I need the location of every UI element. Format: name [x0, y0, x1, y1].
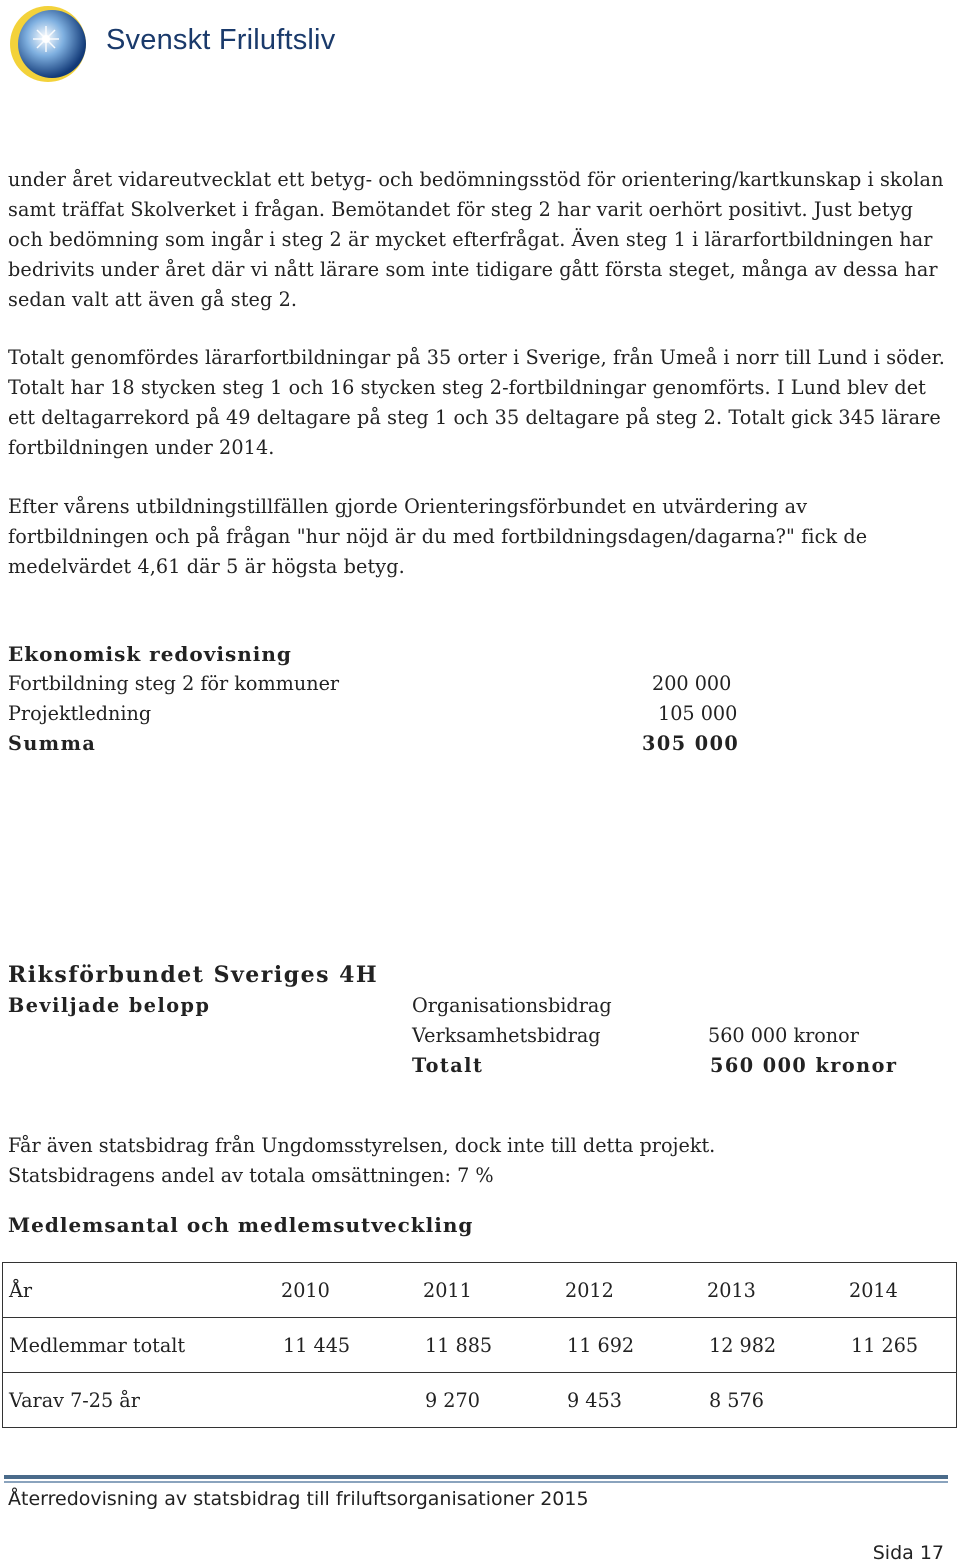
table-row — [3, 1318, 957, 1373]
page-number: Sida 17 — [872, 1542, 944, 1564]
paragraph-2: Totalt genomfördes lärarfortbildningar på 35 orter i Sverige, från Umeå i norr till Lund i söder. Totalt har 18 stycken steg 1 och 16 stycken steg 2-fortbildningar genomförts. I Lund blev det ett deltagarrekord på 49 deltagare på steg 1 och 35 deltagare på steg 2. Totalt gick 345 lärare fortbildningen under 2014. — [8, 346, 946, 459]
sun-globe-logo-icon — [6, 4, 96, 84]
paragraph-1: under året vidareutvecklat ett betyg- och bedömningsstöd för orientering/kartkunskap i skolan samt träffat Skolverket i frågan. Bemötandet för steg 2 har varit oerhört positivt. Just betyg och bedömning som ingår i steg 2 är mycket efterfrågat. Även steg 1 i lärarfortbildningen har bedrivits under året där vi nått lärare som inte tidigare gått första steget, många av dessa har sedan valt att även gå steg 2. — [8, 168, 944, 311]
economy-row-label: Projektledning — [8, 702, 152, 725]
members-heading: Medlemsantal och medlemsutveckling — [8, 1213, 474, 1237]
table-cell: 2010 — [274, 1263, 416, 1318]
table-cell: 2013 — [700, 1263, 842, 1318]
statsbidrag-share: Statsbidragens andel av totala omsättningen: 7 % — [8, 1164, 494, 1187]
economy-heading: Ekonomisk redovisning — [8, 642, 292, 666]
economy-row-amount: 105 000 — [658, 702, 738, 725]
grant-item-amount: 560 000 kronor — [708, 1024, 859, 1047]
table-cell: 2011 — [416, 1263, 558, 1318]
table-cell: 11 265 — [842, 1318, 957, 1373]
economy-row-amount: 200 000 — [652, 672, 732, 695]
table-cell: 9 270 — [416, 1373, 558, 1428]
table-cell: 2014 — [842, 1263, 957, 1318]
footer-divider — [4, 1481, 948, 1483]
org-name: Svenskt Friluftsliv — [106, 24, 336, 56]
table-cell — [274, 1373, 416, 1428]
table-header-row — [3, 1263, 957, 1318]
org-logo — [6, 4, 346, 84]
statsbidrag-line: Får även statsbidrag från Ungdomsstyrelsen, dock inte till detta projekt. — [8, 1134, 716, 1157]
table-cell: 12 982 — [700, 1318, 842, 1373]
economy-sum-amount: 305 000 — [642, 732, 740, 755]
grant-item-label: Verksamhetsbidrag — [412, 1024, 601, 1047]
table-cell: 11 445 — [274, 1318, 416, 1373]
members-table — [2, 1262, 957, 1428]
paragraph-3: Efter vårens utbildningstillfällen gjorde Orienteringsförbundet en utvärdering av fortbildningen och på frågan "hur nöjd är du med fortbildningsdagen/dagarna?" fick de medelvärdet 4,61 där 5 är högsta betyg. — [8, 495, 868, 578]
table-cell: 8 576 — [700, 1373, 842, 1428]
table-cell: Varav 7-25 år — [3, 1373, 275, 1428]
table-cell: 9 453 — [558, 1373, 700, 1428]
table-cell: 11 692 — [558, 1318, 700, 1373]
table-row — [3, 1373, 957, 1428]
grant-total-amount: 560 000 kronor — [710, 1054, 898, 1077]
economy-row-label: Fortbildning steg 2 för kommuner — [8, 672, 340, 695]
table-cell: År — [3, 1263, 275, 1318]
granted-label: Beviljade belopp — [8, 994, 211, 1017]
table-cell: Medlemmar totalt — [3, 1318, 275, 1373]
footer-text: Återredovisning av statsbidrag till friluftsorganisationer 2015 — [8, 1488, 589, 1510]
footer-divider — [4, 1475, 948, 1479]
table-cell: 2012 — [558, 1263, 700, 1318]
table-cell: 11 885 — [416, 1318, 558, 1373]
grant-item-label: Organisationsbidrag — [412, 994, 612, 1017]
table-cell — [842, 1373, 957, 1428]
org-title: Riksförbundet Sveriges 4H — [8, 962, 379, 988]
economy-sum-label: Summa — [8, 732, 97, 755]
grant-total-label: Totalt — [412, 1054, 484, 1077]
